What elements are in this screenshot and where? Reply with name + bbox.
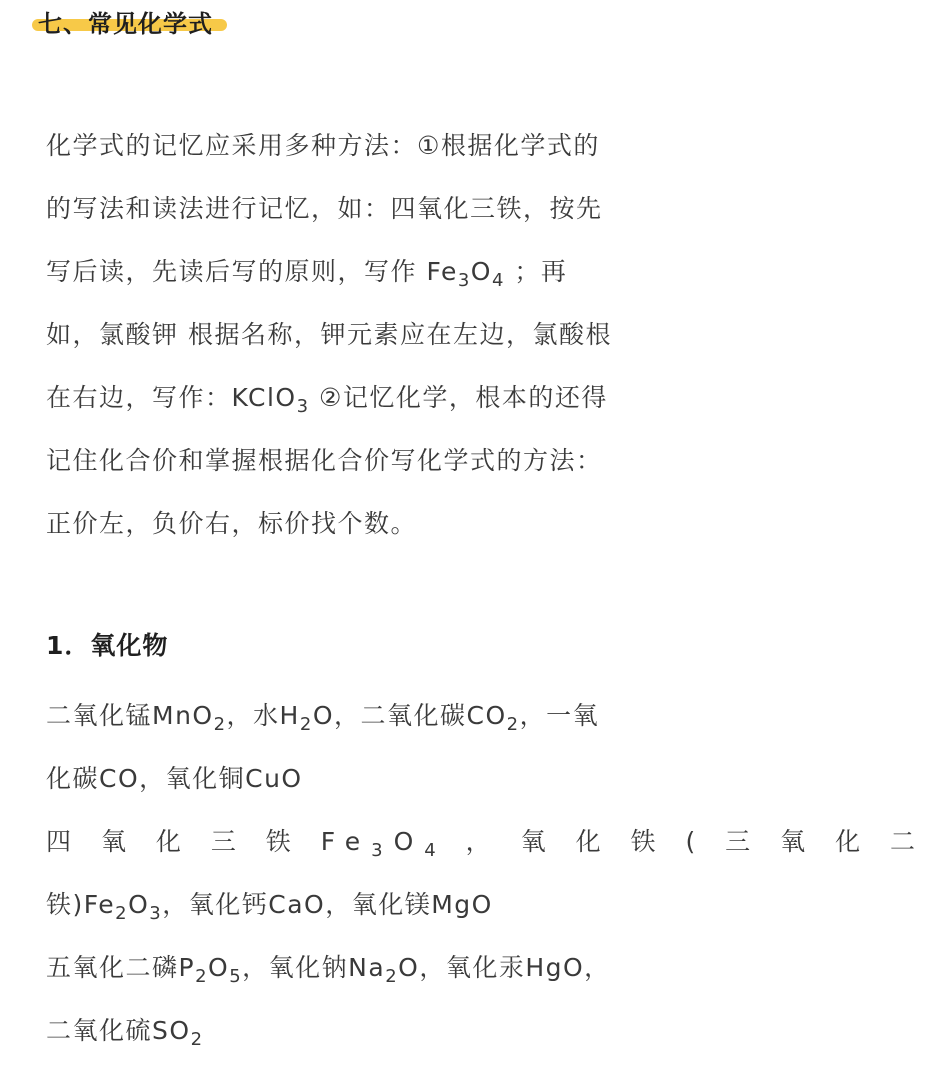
text-line: 记住化合价和掌握根据化合价写化学式的方法： — [46, 446, 603, 475]
text-line: 铁)$Fe_2O_3$，氧化钙CaO，氧化镁MgO — [46, 890, 493, 924]
subscript-digit: 2 — [115, 903, 129, 924]
subscript-digit: 4 — [491, 270, 505, 291]
text-line: 化碳CO，氧化铜CuO — [46, 764, 303, 793]
text-line: 二氧化锰MnO$_2$，水$H_2O$，二氧化碳$CO_2$，一氧 — [46, 701, 600, 735]
text-line: 在右边，写作：KClO$_3$ ②记忆化学，根本的还得 — [46, 383, 608, 417]
subscript-digit: 2 — [213, 714, 227, 735]
text-line: 化学式的记忆应采用多种方法：①根据化学式的 — [46, 131, 600, 160]
text-line: 写后读，先读后写的原则，写作 $Fe_3O_4$ ；再 — [46, 257, 568, 291]
text-line: 正价左，负价右，标价找个数。 — [46, 509, 418, 538]
subscript-digit: 2 — [506, 714, 520, 735]
subscript-digit: 5 — [229, 966, 243, 987]
text-line: 四 氧 化 三 铁 $Fe_3O_4$ ， 氧 化 铁 ( 三 氧 化 二 — [46, 827, 926, 861]
oxides-paragraph — [46, 684, 926, 1062]
section-heading — [38, 6, 213, 42]
text-line: 二氧化硫$SO_2$ — [46, 1016, 204, 1050]
subscript-digit: 2 — [190, 1029, 204, 1050]
subscript-digit: 2 — [195, 966, 209, 987]
intro-paragraph — [46, 114, 638, 555]
subscript-digit: 4 — [424, 840, 447, 861]
subscript-digit: 2 — [299, 714, 313, 735]
text-line: 五氧化二磷$P_2O_5$，氧化钠$Na_2O$，氧化汞HgO， — [46, 953, 611, 987]
subscript-digit: 3 — [296, 396, 310, 417]
heading-text: 七、常见化学式 — [38, 10, 213, 38]
subscript-digit: 2 — [385, 966, 399, 987]
text-line: 的写法和读法进行记忆，如：四氧化三铁，按先 — [46, 194, 603, 223]
text-line: 如，氯酸钾 根据名称，钾元素应在左边，氯酸根 — [46, 320, 612, 349]
subscript-digit: 3 — [149, 903, 163, 924]
subscript-digit: 3 — [371, 840, 394, 861]
subscript-digit: 3 — [457, 270, 471, 291]
subsection-title: 1．氧化物 — [46, 631, 169, 660]
